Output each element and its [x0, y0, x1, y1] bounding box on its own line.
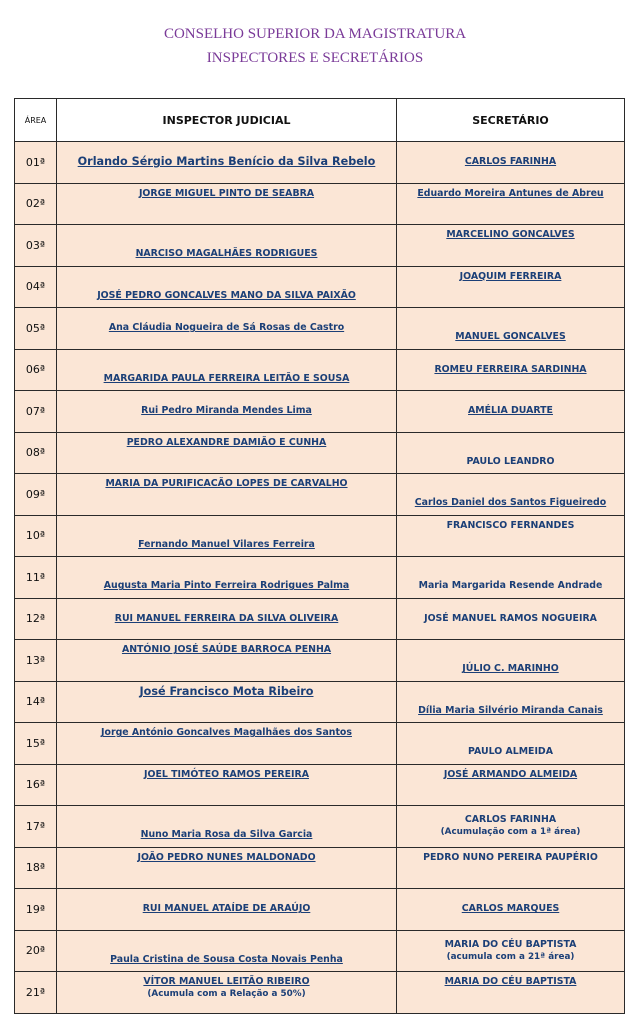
inspector-cell [57, 432, 397, 474]
secretary-name[interactable]: Maria Margarida Resende Andrade [418, 580, 603, 592]
table-row [15, 557, 625, 599]
secretary-cell [397, 598, 625, 640]
table-row [15, 183, 625, 225]
secretary-name[interactable]: MARCELINO GONCALVES [446, 229, 575, 241]
secretary-name[interactable]: MANUEL GONCALVES [455, 331, 566, 343]
table-row [15, 723, 625, 765]
inspector-cell [57, 930, 397, 972]
area-number: 20ª [15, 930, 57, 972]
inspector-name[interactable]: Paula Cristina de Sousa Costa Novais Penha [110, 953, 343, 965]
table-row [15, 847, 625, 889]
inspector-name[interactable]: MARIA DA PURIFICACÃO LOPES DE CARVALHO [105, 478, 348, 490]
column-header-area: ÁREA [15, 99, 57, 142]
inspector-cell [57, 557, 397, 599]
secretary-name[interactable]: Carlos Daniel dos Santos Figueiredo [414, 497, 607, 509]
secretary-name[interactable]: CARLOS FARINHA [464, 156, 557, 168]
inspector-name[interactable]: JOEL TIMÓTEO RAMOS PEREIRA [144, 768, 309, 780]
secretary-name[interactable]: FRANCISCO FERNANDES [446, 519, 575, 531]
inspector-note: (Acumula com a Relação a 50%) [147, 989, 306, 1000]
inspector-name[interactable]: Augusta Maria Pinto Ferreira Rodrigues Palma [103, 580, 350, 592]
inspector-name[interactable]: Orlando Sérgio Martins Benício da Silva Rebelo [77, 155, 376, 169]
inspector-cell [57, 764, 397, 806]
area-number: 19ª [15, 889, 57, 931]
column-header-secretary: SECRETÁRIO [397, 99, 625, 142]
secretary-cell [397, 640, 625, 682]
secretary-name[interactable]: JOSÉ MANUEL RAMOS NOGUEIRA [424, 612, 597, 624]
table-row [15, 308, 625, 350]
area-number: 07ª [15, 391, 57, 433]
inspector-cell [57, 142, 397, 184]
secretary-cell [397, 930, 625, 972]
table-row [15, 432, 625, 474]
secretary-cell [397, 764, 625, 806]
table-row [15, 515, 625, 557]
inspectors-table [14, 98, 625, 1014]
inspector-cell [57, 266, 397, 308]
table-row [15, 764, 625, 806]
secretary-note: (acumula com a 21ª área) [446, 951, 575, 962]
table-row [15, 889, 625, 931]
table-row [15, 640, 625, 682]
document-header [0, 22, 630, 70]
inspector-name[interactable]: Nuno Maria Rosa da Silva Garcia [140, 829, 313, 841]
secretary-cell [397, 889, 625, 931]
table-row [15, 598, 625, 640]
secretary-name[interactable]: PAULO ALMEIDA [468, 746, 553, 758]
secretary-name[interactable]: AMÉLIA DUARTE [468, 405, 553, 417]
secretary-name[interactable]: JOSÉ ARMANDO ALMEIDA [443, 768, 578, 780]
area-number: 13ª [15, 640, 57, 682]
inspector-name[interactable]: VÍTOR MANUEL LEITÃO RIBEIRO [143, 976, 310, 988]
secretary-cell [397, 391, 625, 433]
secretary-name[interactable]: CARLOS FARINHA [464, 814, 557, 826]
inspector-cell [57, 598, 397, 640]
secretary-cell [397, 266, 625, 308]
inspector-name[interactable]: JORGE MIGUEL PINTO DE SEABRA [138, 187, 315, 199]
inspector-name[interactable]: ANTÓNIO JOSÉ SAÚDE BARROCA PENHA [121, 644, 332, 656]
inspector-name[interactable]: Jorge António Goncalves Magalhães dos Santos [101, 727, 352, 739]
area-number: 14ª [15, 681, 57, 723]
secretary-cell [397, 349, 625, 391]
secretary-cell [397, 847, 625, 889]
inspector-cell [57, 972, 397, 1014]
inspector-cell [57, 308, 397, 350]
secretary-cell [397, 432, 625, 474]
table-row [15, 972, 625, 1014]
table-row [15, 681, 625, 723]
inspector-name[interactable]: JOÃO PEDRO NUNES MALDONADO [137, 851, 316, 863]
secretary-name[interactable]: ROMEU FERREIRA SARDINHA [434, 363, 587, 375]
inspector-cell [57, 349, 397, 391]
secretary-cell [397, 972, 625, 1014]
secretary-cell [397, 681, 625, 723]
area-number: 21ª [15, 972, 57, 1014]
area-number: 08ª [15, 432, 57, 474]
area-number: 01ª [15, 142, 57, 184]
area-number: 18ª [15, 847, 57, 889]
inspector-cell [57, 183, 397, 225]
secretary-cell [397, 557, 625, 599]
inspector-name[interactable]: NARCISO MAGALHÃES RODRIGUES [135, 248, 318, 260]
table-row [15, 474, 625, 516]
secretary-cell [397, 183, 625, 225]
secretary-name[interactable]: CARLOS MARQUES [461, 903, 560, 915]
header-title: CONSELHO SUPERIOR DA MAGISTRATURA [163, 26, 467, 42]
secretary-cell [397, 474, 625, 516]
inspector-cell [57, 515, 397, 557]
area-number: 09ª [15, 474, 57, 516]
inspector-cell [57, 806, 397, 848]
inspector-cell [57, 681, 397, 723]
inspector-cell [57, 723, 397, 765]
inspector-cell [57, 225, 397, 267]
inspector-name[interactable]: José Francisco Mota Ribeiro [139, 684, 314, 698]
secretary-cell [397, 515, 625, 557]
secretary-name[interactable]: JOAQUIM FERREIRA [459, 270, 562, 282]
secretary-name[interactable]: Dília Maria Silvério Miranda Canais [418, 704, 603, 716]
secretary-cell [397, 142, 625, 184]
secretary-name[interactable]: JÚLIO C. MARINHO [462, 663, 559, 675]
secretary-cell [397, 308, 625, 350]
inspector-name[interactable]: PEDRO ALEXANDRE DAMIÃO E CUNHA [126, 436, 327, 448]
header-subtitle: INSPECTORES E SECRETÁRIOS [206, 50, 424, 66]
table-row [15, 266, 625, 308]
column-header-inspector: INSPECTOR JUDICIAL [57, 99, 397, 142]
inspector-cell [57, 847, 397, 889]
inspector-cell [57, 391, 397, 433]
inspector-cell [57, 889, 397, 931]
area-number: 11ª [15, 557, 57, 599]
inspector-name[interactable]: Ana Cláudia Nogueira de Sá Rosas de Castro [108, 322, 345, 334]
secretary-name[interactable]: PAULO LEANDRO [466, 455, 555, 467]
area-number: 17ª [15, 806, 57, 848]
area-number: 03ª [15, 225, 57, 267]
table-row [15, 930, 625, 972]
inspector-cell [57, 474, 397, 516]
secretary-name[interactable]: Eduardo Moreira Antunes de Abreu [417, 187, 604, 199]
secretary-note: (Acumulação com a 1ª área) [440, 827, 581, 838]
area-number: 05ª [15, 308, 57, 350]
inspector-name[interactable]: MARGARIDA PAULA FERREIRA LEITÃO E SOUSA [103, 372, 350, 384]
area-number: 15ª [15, 723, 57, 765]
area-number: 02ª [15, 183, 57, 225]
secretary-name[interactable]: PEDRO NUNO PEREIRA PAUPÉRIO [423, 851, 598, 863]
table-row [15, 391, 625, 433]
inspector-name[interactable]: Rui Pedro Miranda Mendes Lima [141, 405, 312, 417]
inspector-name[interactable]: RUI MANUEL ATAÍDE DE ARAÚJO [142, 903, 311, 915]
secretary-name[interactable]: MARIA DO CÉU BAPTISTA [444, 938, 577, 950]
inspector-cell [57, 640, 397, 682]
secretary-name[interactable]: MARIA DO CÉU BAPTISTA [444, 976, 577, 988]
area-number: 10ª [15, 515, 57, 557]
secretary-cell [397, 806, 625, 848]
inspector-name[interactable]: JOSÉ PEDRO GONCALVES MANO DA SILVA PAIXÃO [97, 289, 356, 301]
area-number: 12ª [15, 598, 57, 640]
table-row [15, 349, 625, 391]
table-row [15, 225, 625, 267]
area-number: 04ª [15, 266, 57, 308]
area-number: 06ª [15, 349, 57, 391]
table-header-row [15, 99, 625, 142]
secretary-cell [397, 723, 625, 765]
table-row [15, 142, 625, 184]
table-row [15, 806, 625, 848]
secretary-cell [397, 225, 625, 267]
area-number: 16ª [15, 764, 57, 806]
inspector-name[interactable]: RUI MANUEL FERREIRA DA SILVA OLIVEIRA [114, 612, 339, 624]
inspector-name[interactable]: Fernando Manuel Vilares Ferreira [138, 538, 315, 550]
